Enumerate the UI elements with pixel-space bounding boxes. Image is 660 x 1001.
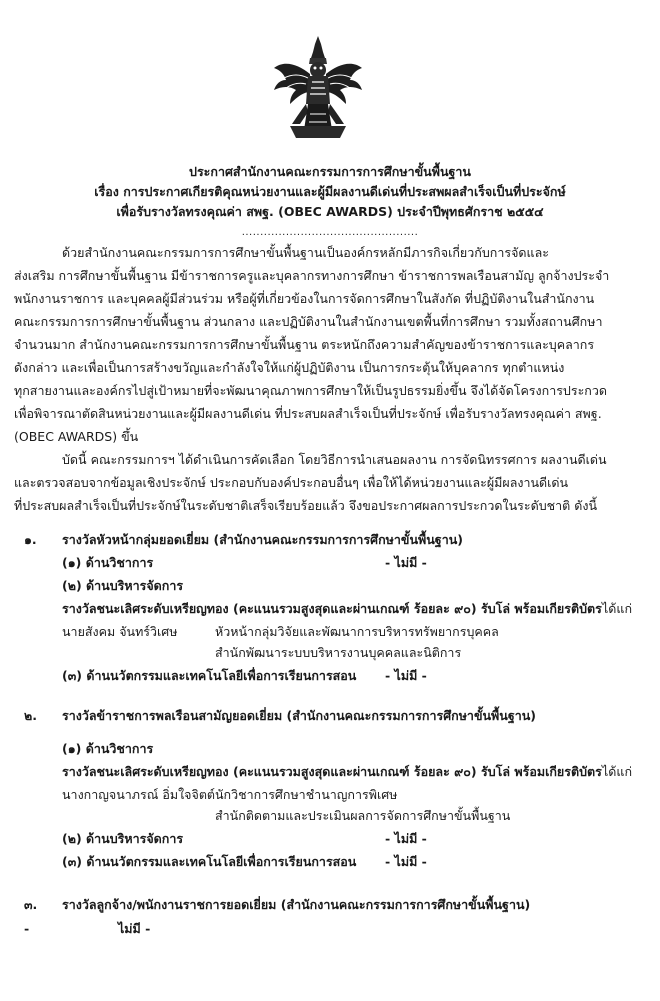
winner-office: สำนักติดตามและประเมินผลการจัดการศึกษาขั้นพื้นฐาน [215,808,511,823]
body-p1-line: พนักงานราชการ และบุคคลผู้มีส่วนร่วม หรือผู้ที่เกี่ยวข้องในการจัดการศึกษาในสังกัด ที่ปฏิบัติงานในสำนักงาน [14,291,595,306]
category-result: ไม่มี - [118,921,151,936]
body-p1-line: ทุกสายงานและองค์กรไปสู่เป้าหมายที่จะพัฒนาคุณภาพการศึกษาให้เป็นรูปธรรมยิ่งขึ้น จึงได้จัดโครงการประกวด [14,383,607,398]
winner-name: นางกาญจนาภรณ์ อิ่มใจจิตต์ [62,787,216,802]
category-result: - ไม่มี - [385,668,427,683]
category-academic: (๑) ด้านวิชาการ [62,741,154,756]
section-number: ๒. [24,708,37,723]
body-p2-line: และตรวจสอบจากข้อมูลเชิงประจักษ์ ประกอบกับองค์ประกอบอื่นๆ เพื่อให้ได้หน่วยงานและผู้มีผลงานดีเด่น [14,475,569,490]
announcement-subtitle: เพื่อรับรางวัลทรงคุณค่า สพฐ. (OBEC AWARDS) ประจำปีพุทธศักราช ๒๕๕๔ [116,204,544,219]
winner-office: สำนักพัฒนาระบบบริหารงานบุคคลและนิติการ [215,645,462,660]
body-p1-line: ดังกล่าว และเพื่อเป็นการสร้างขวัญและกำลังใจให้แก่ผู้ปฏิบัติงาน เป็นการกระตุ้นให้บุคลากร ทุกตำแหน่ง [14,360,565,375]
section-number: ๓. [24,897,38,912]
body-p1-line: เพื่อพิจารณาตัดสินหน่วยงานและผู้มีผลงานดีเด่น ที่ประสบผลสำเร็จเป็นที่ประจักษ์ เพื่อรับรางวัลทรงคุณค่า สพฐ. [14,406,602,421]
garuda-emblem [270,34,366,142]
result-dash: - [24,921,30,936]
body-p1-line: (OBEC AWARDS) ขึ้น [14,429,139,444]
category-result: - ไม่มี - [385,854,427,869]
winner-position: นักวิชาการศึกษาชำนาญการพิเศษ [215,787,398,802]
body-p2-line: ที่ประสบผลสำเร็จเป็นที่ประจักษ์ในระดับชาติเสร็จเรียบร้อยแล้ว จึงขอประกาศผลการประกวดในระดับชาติ ดังนี้ [14,498,597,513]
category-admin: (๒) ด้านบริหารจัดการ [62,831,184,846]
section-title: รางวัลลูกจ้าง/พนักงานราชการยอดเยี่ยม (สำนักงานคณะกรรมการการศึกษาขั้นพื้นฐาน) [62,897,531,912]
body-p1-line: ส่งเสริม การศึกษาขั้นพื้นฐาน มีข้าราชการครูและบุคลากรทางการศึกษา ข้าราชการพลเรือนสามัญ ลูกจ้างประจำ [14,268,610,283]
body-p1-line: ด้วยสำนักงานคณะกรรมการการศึกษาขั้นพื้นฐานเป็นองค์กรหลักมีภารกิจเกี่ยวกับการจัดและ [62,245,549,260]
award-line: รางวัลชนะเลิศระดับเหรียญทอง (คะแนนรวมสูงสุดและผ่านเกณฑ์ ร้อยละ ๙๐) รับโล่ พร้อมเกียรติบัตร [62,601,602,616]
category-innovation: (๓) ด้านนวัตกรรมและเทคโนโลยีเพื่อการเรียนการสอน [62,668,357,683]
section-number: ๑. [24,532,37,547]
award-line: รางวัลชนะเลิศระดับเหรียญทอง (คะแนนรวมสูงสุดและผ่านเกณฑ์ ร้อยละ ๙๐) รับโล่ พร้อมเกียรติบัตร [62,764,602,779]
header-divider: ................................................ [241,227,419,238]
section-title: รางวัลหัวหน้ากลุ่มยอดเยี่ยม (สำนักงานคณะกรรมการการศึกษาขั้นพื้นฐาน) [62,532,463,547]
category-result: - ไม่มี - [385,555,427,570]
category-innovation: (๓) ด้านนวัตกรรมและเทคโนโลยีเพื่อการเรียนการสอน [62,854,357,869]
winner-position: หัวหน้ากลุ่มวิจัยและพัฒนาการบริหารทรัพยากรบุคคล [215,624,499,639]
winner-name: นายสังคม จันทร์วิเศษ [62,624,178,639]
body-p1-line: คณะกรรมการการศึกษาขั้นพื้นฐาน ส่วนกลาง และปฏิบัติงานในสำนักงานเขตพื้นที่การศึกษา รวมทั้งสถานศึกษา [14,314,603,329]
announcement-subject: เรื่อง การประกาศเกียรติคุณหน่วยงานและผู้มีผลงานดีเด่นที่ประสพผลสำเร็จเป็นที่ประจักษ์ [94,184,566,199]
award-suffix: ได้แก่ [602,601,633,616]
category-academic: (๑) ด้านวิชาการ [62,555,154,570]
section-title: รางวัลข้าราชการพลเรือนสามัญยอดเยี่ยม (สำนักงานคณะกรรมการการศึกษาขั้นพื้นฐาน) [62,708,536,723]
award-suffix: ได้แก่ [602,764,633,779]
body-p1-line: จำนวนมาก สำนักงานคณะกรรมการการศึกษาขั้นพื้นฐาน ตระหนักถึงความสำคัญของข้าราชการและบุคลากร [14,337,595,352]
category-admin: (๒) ด้านบริหารจัดการ [62,578,184,593]
announcement-title: ประกาศสำนักงานคณะกรรมการการศึกษาขั้นพื้นฐาน [189,164,471,179]
body-p2-line: บัดนี้ คณะกรรมการฯ ได้ดำเนินการคัดเลือก โดยวิธีการนำเสนอผลงาน การจัดนิทรรศการ ผลงานดีเด่น [62,452,607,467]
category-result: - ไม่มี - [385,831,427,846]
